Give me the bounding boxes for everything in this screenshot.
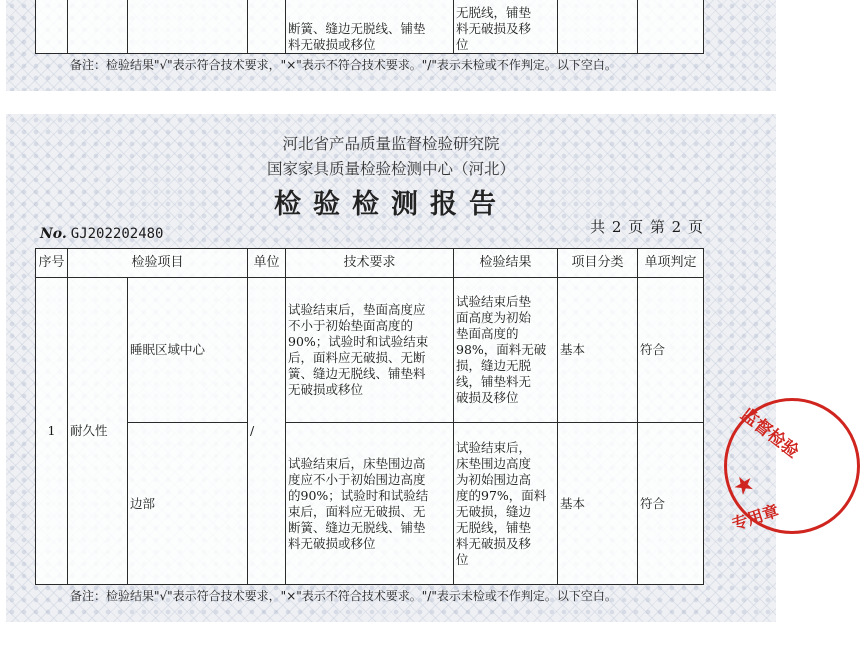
text-line: 簧、缝边无脱线、铺垫料: [288, 366, 426, 381]
text-line: 破损及移位: [456, 390, 519, 405]
page-info: 共 2 页 第 2 页: [590, 218, 704, 236]
header-seq: 序号: [36, 249, 68, 278]
previous-page-fragment: [6, 0, 776, 91]
cell-empty: [36, 0, 68, 54]
item-cell: 耐久性: [68, 278, 128, 585]
cell-empty: [128, 0, 248, 54]
seq-cell: 1: [36, 278, 68, 585]
text-line: 无脱线，铺垫: [456, 5, 532, 20]
text-line: 料无破损或移位: [288, 37, 376, 52]
text-line: 料无破损及移: [456, 535, 532, 551]
text-line: 98%，面料无破: [456, 342, 547, 357]
remark-note: 备注：检验结果"√"表示符合技术要求，"×"表示不符合技术要求。"/"表示未检或不作判定。以下空白。: [70, 58, 617, 72]
header-judgement: 单项判定: [638, 249, 704, 278]
text-line: 线，铺垫料无: [456, 374, 532, 389]
text-line: 断簧、缝边无脱线、铺垫: [288, 519, 426, 535]
text-line: 为初始围边高: [456, 471, 532, 487]
cell-empty: [248, 0, 286, 54]
table-header-row: [36, 249, 704, 278]
text-line: 90%；试验时和试验结束: [288, 334, 429, 349]
category-cell: 基本: [558, 423, 638, 585]
cell-empty: [638, 0, 704, 54]
report-page: [6, 114, 803, 622]
institute-name: 河北省产品质量监督检验研究院: [282, 135, 500, 153]
text-line: 不小于初始垫面高度的: [288, 318, 414, 333]
text-line: 垫面高度的: [456, 326, 519, 341]
header-result: 检验结果: [454, 249, 558, 278]
report-no-value: GJ202202480: [70, 226, 164, 242]
header-tech-req: 技术要求: [286, 249, 454, 278]
text-line: 试验结束后，: [456, 439, 532, 455]
text-line: 后，面料应无破损、无断: [288, 350, 426, 365]
seal-text-top: 监督检验: [736, 404, 803, 463]
result-cell: [454, 278, 558, 423]
report-number: [40, 226, 163, 242]
result-cell: [454, 423, 558, 585]
text-line: 束后，面料应无破损、无: [288, 503, 426, 519]
official-seal-stamp: [724, 398, 860, 534]
text-line: 度的97%，面料: [456, 487, 547, 503]
text-line: 料无破损或移位: [288, 535, 376, 551]
text-line: 试验结束后，床垫围边高: [288, 455, 426, 471]
inspection-table: [35, 248, 704, 585]
header-item: 检验项目: [68, 249, 248, 278]
report-title: 检验检测报告: [274, 189, 508, 220]
remark-note: 备注：检验结果"√"表示符合技术要求，"×"表示不符合技术要求。"/"表示未检或不作判定。以下空白。: [70, 589, 617, 603]
tech-req-cell: [286, 278, 454, 423]
text-line: 位: [456, 37, 469, 52]
text-line: 位: [456, 551, 469, 567]
tech-req-tail: [286, 0, 454, 54]
text-line: 度应不小于初始围边高度: [288, 471, 426, 487]
text-line: 试验结束后，垫面高度应: [288, 302, 426, 317]
table-row: [36, 278, 704, 423]
category-cell: 基本: [558, 278, 638, 423]
text-line: 料无破损及移: [456, 21, 532, 36]
seal-star-icon: ★: [727, 467, 761, 503]
header-category: 项目分类: [558, 249, 638, 278]
table-row: [36, 423, 704, 585]
text-line: 试验结束后垫: [456, 294, 532, 309]
text-line: 无破损，缝边: [456, 503, 532, 519]
text-line: 无破损或移位: [288, 382, 364, 397]
text-line: 损，缝边无脱: [456, 358, 532, 373]
center-name: 国家家具质量检验检测中心（河北）: [266, 160, 515, 178]
sub-item-cell: 边部: [128, 423, 248, 585]
judgement-cell: 符合: [638, 278, 704, 423]
cell-empty: [68, 0, 128, 54]
judgement-cell: 符合: [638, 423, 704, 585]
result-tail: [454, 0, 558, 54]
report-no-label: No.: [40, 226, 67, 242]
text-line: 断簧、缝边无脱线、铺垫: [288, 21, 426, 36]
sub-item-cell: 睡眠区域中心: [128, 278, 248, 423]
seal-text-right: 专用章: [729, 500, 782, 534]
previous-table-fragment: [35, 0, 704, 54]
text-line: 无脱线，铺垫: [456, 519, 532, 535]
text-line: 面高度为初始: [456, 310, 532, 325]
header-unit: 单位: [248, 249, 286, 278]
unit-cell: /: [248, 278, 286, 585]
text-line: 的90%；试验时和试验结: [288, 487, 429, 503]
cell-empty: [558, 0, 638, 54]
text-line: 床垫围边高度: [456, 455, 532, 471]
tech-req-cell: [286, 423, 454, 585]
